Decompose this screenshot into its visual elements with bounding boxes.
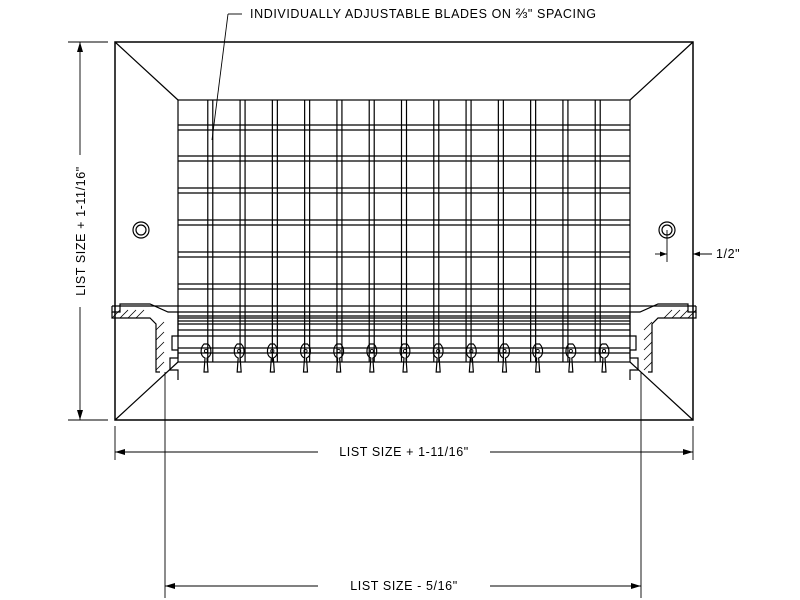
bevel-line bbox=[630, 42, 693, 100]
front-view bbox=[68, 5, 740, 460]
height-dimension-label: LIST SIZE + 1-11/16" bbox=[74, 166, 88, 296]
right-flange-profile bbox=[630, 304, 696, 380]
dimension-arrow-icon bbox=[693, 252, 700, 257]
dimension-arrow-icon bbox=[683, 449, 693, 455]
dimension-arrow-icon bbox=[77, 410, 83, 420]
left-flange-profile bbox=[112, 304, 178, 380]
blade-grid bbox=[178, 100, 630, 362]
dimension-arrow-icon bbox=[77, 42, 83, 52]
dimension-arrow-icon bbox=[660, 252, 667, 257]
hole-offset-label: 1/2" bbox=[716, 247, 741, 261]
bevel-line bbox=[115, 42, 178, 100]
left-wall-hatch bbox=[112, 310, 164, 372]
blade-note-label: INDIVIDUALLY ADJUSTABLE BLADES ON ⅔" SPACING bbox=[250, 5, 597, 21]
note-leader bbox=[212, 14, 228, 140]
mounting-hole-icon bbox=[133, 222, 149, 238]
inner-frame bbox=[178, 100, 630, 362]
dimension-arrow-icon bbox=[115, 449, 125, 455]
bevel-line bbox=[115, 362, 178, 420]
bevel-line bbox=[630, 362, 693, 420]
width-dimension-label: LIST SIZE + 1-11/16" bbox=[339, 445, 469, 459]
right-wall-hatch bbox=[644, 310, 696, 372]
bottom-dimension-label: LIST SIZE - 5/16" bbox=[350, 579, 458, 593]
dimension-arrow-icon bbox=[631, 583, 641, 589]
dimension-arrow-icon bbox=[165, 583, 175, 589]
